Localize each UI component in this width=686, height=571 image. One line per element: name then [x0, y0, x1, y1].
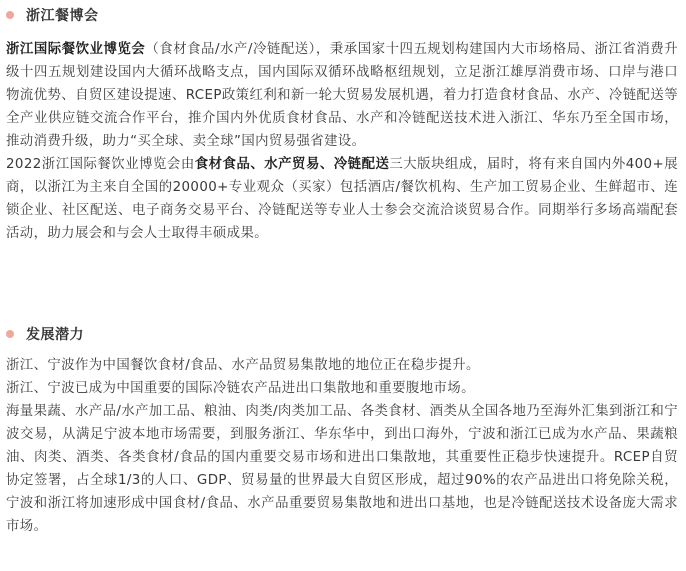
bold-lead-text: 浙江国际餐饮业博览会	[6, 42, 146, 57]
bold-inline-text: 食材食品、水产贸易、冷链配送	[194, 157, 390, 172]
paragraph	[6, 38, 678, 153]
section-title: 浙江餐博会	[26, 8, 99, 24]
section-title: 发展潜力	[26, 327, 84, 343]
paragraph: 浙江、宁波已成为中国重要的国际冷链农产品进出口集散地和重要腹地市场。	[6, 381, 475, 396]
section-header-expo	[0, 4, 340, 26]
paragraph-text: （食材食品/水产/冷链配送），秉承国家十四五规划构建国内大市场格局、浙江省消费升级十四五规划建设国内大循环战略支点，国内国际双循环战略枢纽规划，立足浙江雄厚消费市场、口岸与港口物流优势、自贸区建设提速、RCEP政策红利和新一轮大贸易发展机遇，着力打造食材食品、水产、冷链配送等全产业供应链交流合作平台，推介国内外优质食材食品、水产和冷链配送技术进入浙江、华东乃至全国市场，推动消费升级，助力“买全球、卖全球”国内贸易强省建设。	[6, 42, 679, 149]
section-header-potential	[0, 323, 300, 345]
dot-icon	[6, 330, 14, 338]
section-body-expo	[6, 38, 678, 245]
section-body-potential	[6, 354, 678, 538]
paragraph: 浙江、宁波作为中国餐饮食材/食品、水产品贸易集散地的地位正在稳步提升。	[6, 358, 480, 373]
paragraph-text: 三大版块组成，届时，将有来自国内外400+展商，以浙江为主来自全国的20000+专业观众（买家）包括酒店/餐饮机构、生产加工贸易企业、生鲜超市、连锁企业、社区配送、电子商务交易平台、冷链配送等专业人士参会交流洽谈贸易合作。同期举行多场高端配套活动，助力展会和与会人士取得丰硕成果。	[6, 157, 679, 241]
paragraph	[6, 153, 678, 245]
paragraph-text: 2022浙江国际餐饮业博览会由	[6, 157, 195, 172]
dot-icon	[6, 11, 14, 19]
paragraph: 海量果蔬、水产品/水产加工品、粮油、肉类/肉类加工品、各类食材、酒类从全国各地乃至海外汇集到浙江和宁波交易，从满足宁波本地市场需要，到服务浙江、华东华中，到出口海外，宁波和浙江已成为水产品、果蔬粮油、肉类、酒类、各类食材/食品的国内重要交易市场和进出口集散地，其重要性正稳步快速提升。RCEP自贸协定签署，占全球1/3的人口、GDP、贸易量的世界最大自贸区形成，超过90%的农产品进出口将免除关税，宁波和浙江将加速形成中国食材/食品、水产品重要贸易集散地和进出口基地，也是冷链配送技术设备庞大需求市场。	[6, 404, 678, 534]
